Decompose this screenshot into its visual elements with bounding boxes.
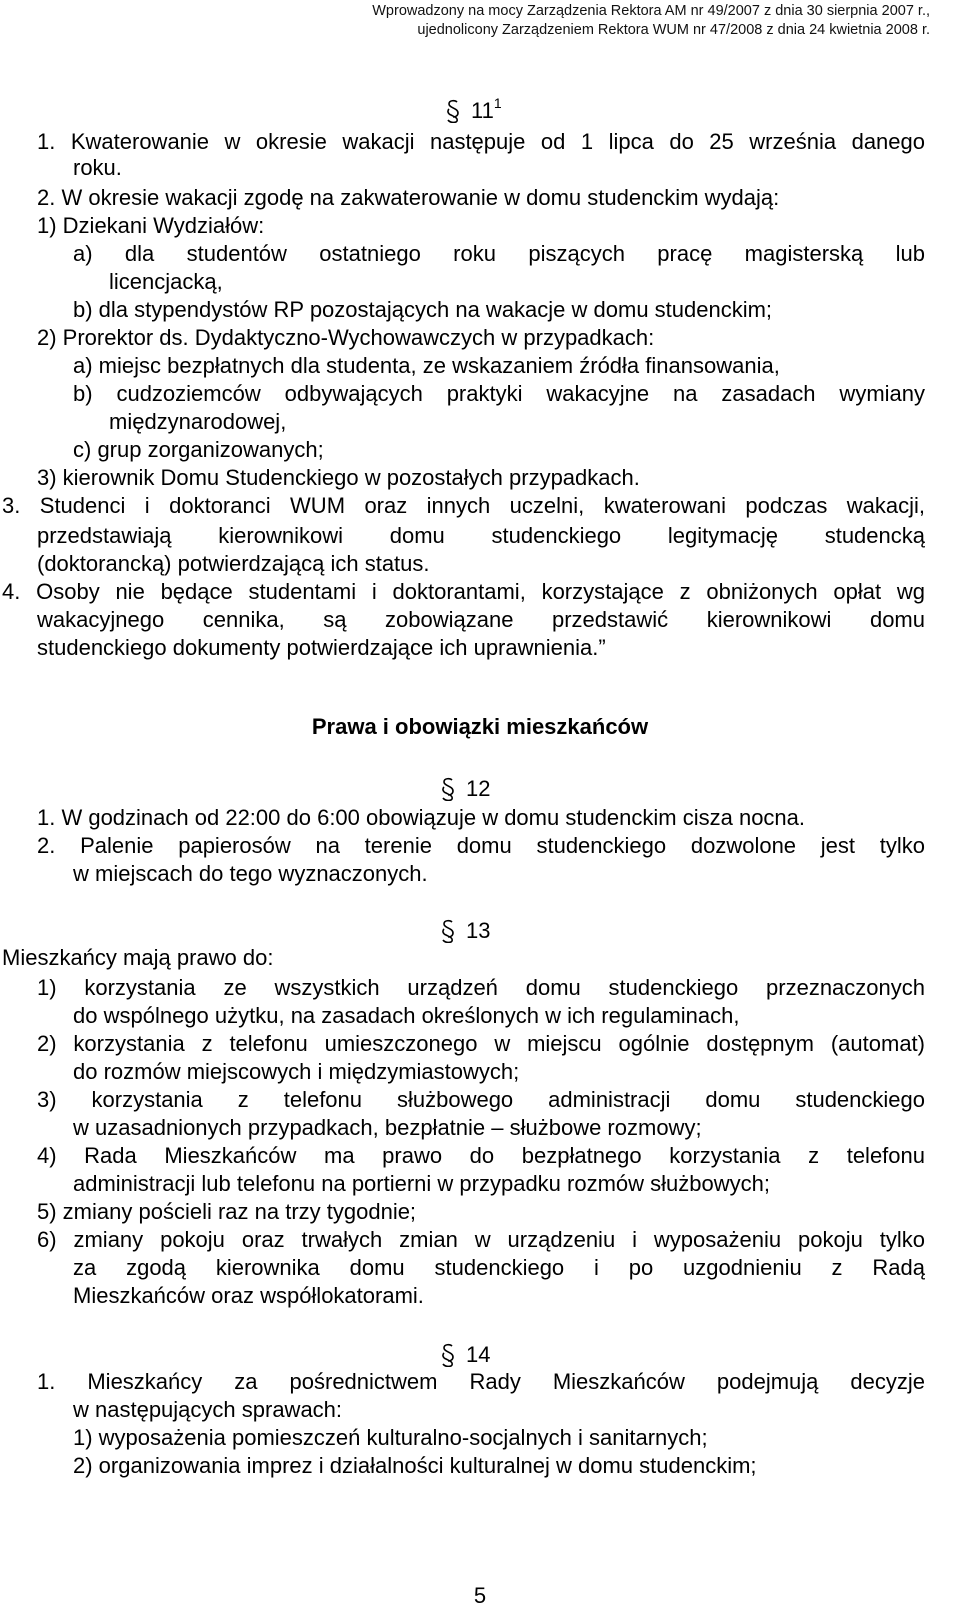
s13-item6-line1: 6) zmiany pokoju oraz trwałych zmian w urządzeniu i wyposażeniu pokoju tylko	[37, 1227, 925, 1252]
section-sign-icon	[440, 919, 456, 941]
s11-p2-line1: 2. W okresie wakacji zgodę na zakwaterowanie w domu studenckim wydają:	[37, 185, 780, 210]
section-11-heading	[445, 96, 502, 124]
s11-p2-item1: 1) Dziekani Wydziałów:	[37, 213, 265, 238]
s14-item2: 2) organizowania imprez i działalności kulturalnej w domu studenckim;	[73, 1453, 757, 1478]
s11-p2-item2a: a) miejsc bezpłatnych dla studenta, ze wskazaniem źródła finansowania,	[73, 353, 780, 378]
s13-intro: Mieszkańcy mają prawo do:	[2, 945, 274, 970]
header-line-1: Wprowadzony na mocy Zarządzenia Rektora AM nr 49/2007 z dnia 30 sierpnia 2007 r.,	[372, 3, 930, 19]
s13-item6-line2: za zgodą kierownika domu studenckiego i po uzgodnieniu z Radą	[73, 1255, 925, 1280]
section-sign-icon	[445, 99, 461, 121]
s14-p1-line1: 1. Mieszkańcy za pośrednictwem Rady Mieszkańców podejmują decyzje	[37, 1369, 925, 1394]
s11-p2-item1a-line1: a) dla studentów ostatniego roku piszących pracę magisterską lub	[73, 241, 925, 266]
s14-p1-line2: w następujących sprawach:	[73, 1397, 343, 1422]
s13-item1-line1: 1) korzystania ze wszystkich urządzeń domu studenckiego przeznaczonych	[37, 975, 925, 1000]
s12-p2-line2: w miejscach do tego wyznaczonych.	[73, 861, 428, 886]
section-13-number: 13	[466, 918, 491, 943]
s13-item3-line1: 3) korzystania z telefonu służbowego administracji domu studenckiego	[37, 1087, 925, 1112]
s11-p2-item1a-line2: licencjacką,	[109, 269, 223, 294]
s12-p2-line1: 2. Palenie papierosów na terenie domu studenckiego dozwolone jest tylko	[37, 833, 925, 858]
section-12-number: 12	[466, 776, 491, 801]
s11-p4-line3: studenckiego dokumenty potwierdzające ich uprawnienia.”	[37, 635, 606, 660]
section-11-number: 11	[471, 98, 494, 123]
s11-p1-line1: 1. Kwaterowanie w okresie wakacji następuje od 1 lipca do 25 września danego	[37, 129, 925, 154]
section-12-heading	[440, 774, 490, 802]
section-14-number: 14	[466, 1342, 491, 1367]
s13-item2-line2: do rozmów miejscowych i międzymiastowych;	[73, 1059, 520, 1084]
s13-item6-line3: Mieszkańców oraz współlokatorami.	[73, 1283, 424, 1308]
s11-p2-item2b-line1: b) cudzoziemców odbywających praktyki wakacyjne na zasadach wymiany	[73, 381, 925, 406]
section-sign-icon	[440, 777, 456, 799]
s11-p2-item2b-line2: międzynarodowej,	[109, 409, 287, 434]
s11-p2-item2: 2) Prorektor ds. Dydaktyczno-Wychowawczych w przypadkach:	[37, 325, 655, 350]
s11-p2-item3: 3) kierownik Domu Studenckiego w pozostałych przypadkach.	[37, 465, 640, 490]
s11-p4-line1: 4. Osoby nie będące studentami i doktorantami, korzystające z obniżonych opłat wg	[2, 579, 925, 604]
s11-p1-line2: roku.	[73, 155, 122, 180]
s13-item3-line2: w uzasadnionych przypadkach, bezpłatnie – służbowe rozmowy;	[73, 1115, 702, 1140]
section-11-sup: 1	[493, 94, 502, 111]
section-13-heading	[440, 916, 490, 944]
s11-p3-line2: przedstawiają kierownikowi domu studenckiego legitymację studencką	[37, 523, 925, 548]
section-title: Prawa i obowiązki mieszkańców	[311, 714, 649, 739]
s11-p2-item2c: c) grup zorganizowanych;	[73, 437, 324, 462]
section-14-heading	[440, 1340, 490, 1368]
s13-item1-line2: do wspólnego użytku, na zasadach określonych w ich regulaminach,	[73, 1003, 740, 1028]
s13-item2-line1: 2) korzystania z telefonu umieszczonego w miejscu ogólnie dostępnym (automat)	[37, 1031, 925, 1056]
section-sign-icon	[440, 1343, 456, 1365]
s13-item5: 5) zmiany pościeli raz na trzy tygodnie;	[37, 1199, 417, 1224]
s13-item4-line1: 4) Rada Mieszkańców ma prawo do bezpłatnego korzystania z telefonu	[37, 1143, 925, 1168]
s12-p1: 1. W godzinach od 22:00 do 6:00 obowiązuje w domu studenckim cisza nocna.	[37, 805, 806, 830]
header-line-2: ujednolicony Zarządzeniem Rektora WUM nr 47/2008 z dnia 24 kwietnia 2008 r.	[417, 22, 930, 38]
s11-p3-line1: 3. Studenci i doktoranci WUM oraz innych uczelni, kwaterowani podczas wakacji,	[2, 493, 925, 518]
s11-p2-item1b: b) dla stypendystów RP pozostających na wakacje w domu studenckim;	[73, 297, 773, 322]
s11-p3-line3: (doktorancką) potwierdzającą ich status.	[37, 551, 430, 576]
s13-item4-line2: administracji lub telefonu na portierni w przypadku rozmów służbowych;	[73, 1171, 770, 1196]
page-number: 5	[473, 1583, 487, 1608]
s11-p4-line2: wakacyjnego cennika, są zobowiązane przedstawić kierownikowi domu	[37, 607, 925, 632]
s14-item1: 1) wyposażenia pomieszczeń kulturalno-socjalnych i sanitarnych;	[73, 1425, 708, 1450]
